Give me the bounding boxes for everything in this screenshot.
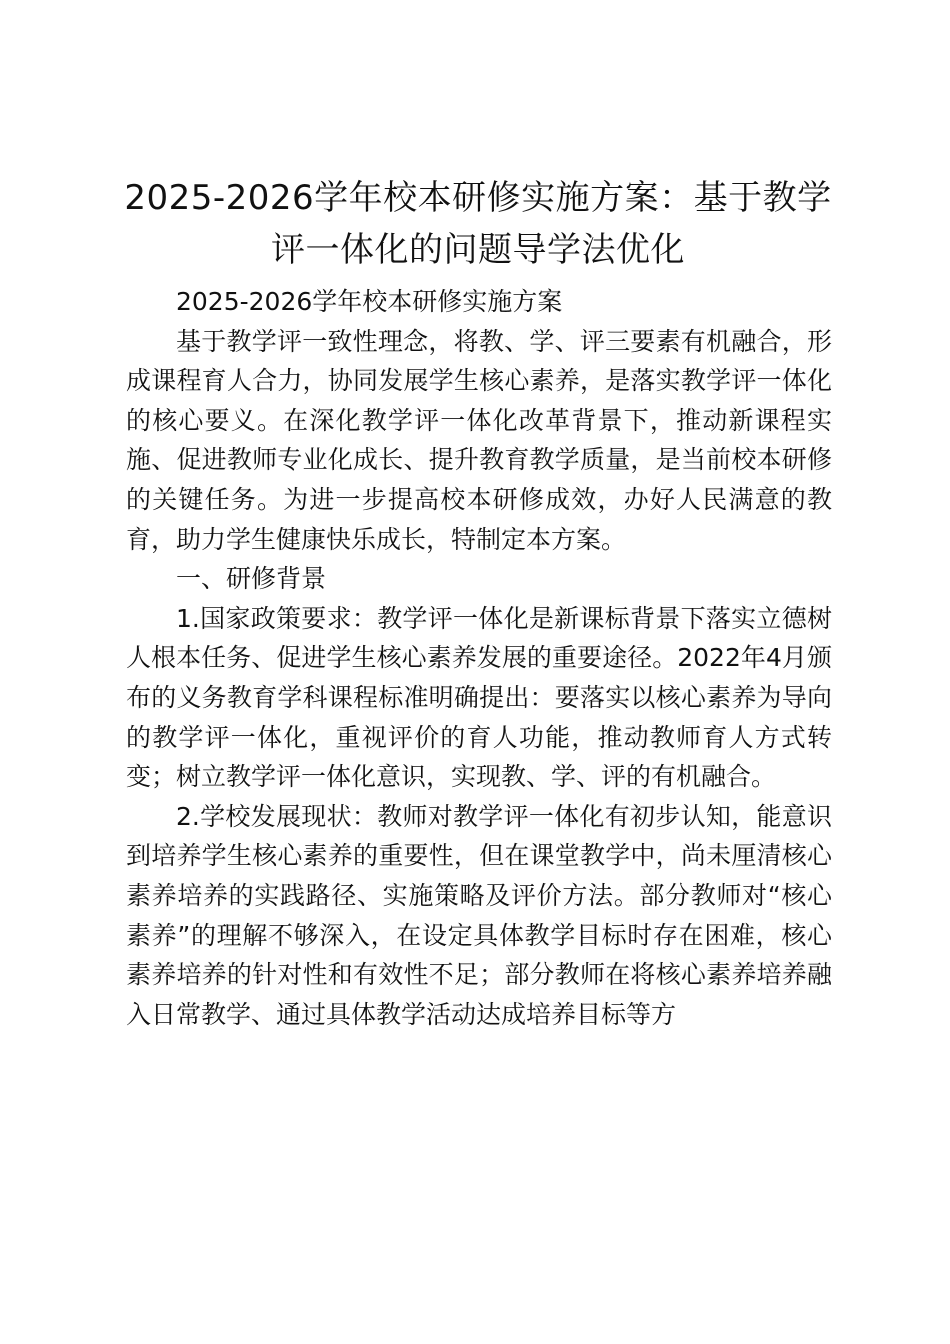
subtitle-paragraph: 2025-2026学年校本研修实施方案 [176,287,563,316]
status-paragraph: 2.学校发展现状：教师对教学评一体化有初步认知，能意识到培养学生核心素养的重要性，但在课堂教学中，尚未厘清核心素养培养的实践路径、实施策略及评价方法。部分教师对“核心素养”的理解不够深入，在设定具体教学目标时存在困难，核心素养培养的针对性和有效性不足；部分教师在将核心素养培养融入日常教学、通过具体教学活动达成培养目标等方 [126,801,832,1029]
document-body [126,282,832,1034]
policy-paragraph: 1.国家政策要求：教学评一体化是新课标背景下落实立德树人根本任务、促进学生核心素养发展的重要途径。2022年4月颁布的义务教育学科课程标准明确提出：要落实以核心素养为导向的教学评一体化，重视评价的育人功能，推动教师育人方式转变；树立教学评一体化意识，实现教、学、评的有机融合。 [126,603,832,792]
section-heading: 一、研修背景 [176,564,327,594]
intro-paragraph: 基于教学评一致性理念，将教、学、评三要素有机融合，形成课程育人合力，协同发展学生核心素养，是落实教学评一体化的核心要义。在深化教学评一体化改革背景下，推动新课程实施、促进教师专业化成长、提升教育教学质量，是当前校本研修的关键任务。为进一步提高校本研修成效，办好人民满意的教育，助力学生健康快乐成长，特制定本方案。 [126,326,832,554]
document-title: 2025-2026学年校本研修实施方案：基于教学评一体化的问题导学法优化 [124,178,832,270]
